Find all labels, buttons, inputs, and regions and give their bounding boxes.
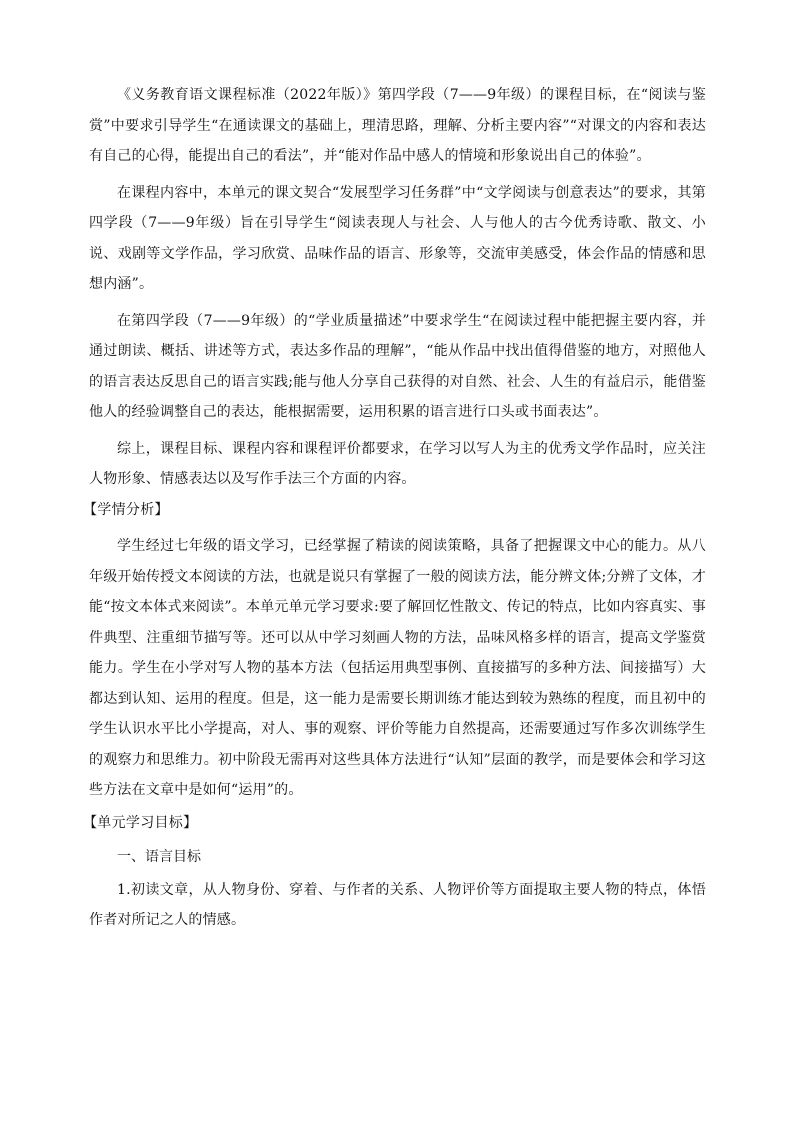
- heading-learning-analysis: 【学情分析】: [83, 501, 169, 518]
- paragraph-quality-description: 在第四学段（7——9年级）的“学业质量描述”中要求学生“在阅读过程中能把握主要内容，并通过朗读、概括、讲述等方式，表达多作品的理解”，“能从作品中找出值得借鉴的地方，对照他人的语言表达反思自己的语言实践;能与他人分享自己获得的对自然、社会、人生的有益启示，能借鉴他人的经验调整自己的表达，能根据需要，运用积累的语言进行口头或书面表达”。: [89, 312, 706, 420]
- document-page: [83, 80, 706, 936]
- paragraph-curriculum-content: 在课程内容中，本单元的课文契合“发展型学习任务群”中“文学阅读与创意表达”的要求，其第四学段（7——9年级）旨在引导学生“阅读表现人与社会、人与他人的古今优秀诗歌、散文、小说、戏剧等文学作品，学习欣赏、品味作品的语言、形象等，交流审美感受，体会作品的情感和思想内涵”。: [89, 184, 706, 292]
- paragraph-summary: 综上，课程目标、课程内容和课程评价都要求，在学习以写人为主的优秀文学作品时，应关注人物形象、情感表达以及写作手法三个方面的内容。: [89, 440, 706, 487]
- heading-unit-goals: 【单元学习目标】: [83, 814, 198, 831]
- goal-item-1: 1.初读文章，从人物身份、穿着、与作者的关系、人物评价等方面提取主要人物的特点，体悟作者对所记之人的情感。: [89, 881, 706, 928]
- heading-language-goals: 一、语言目标: [117, 849, 201, 865]
- paragraph-curriculum-goals: 《义务教育语文课程标准（2022年版）》第四学段（7——9年级）的课程目标，在“阅读与鉴赏”中要求引导学生“在通读课文的基础上，理清思路，理解、分析主要内容”“对课文的内容和表达有自己的心得，能提出自己的看法”，并“能对作品中感人的情境和形象说出自己的体验”。: [89, 87, 706, 164]
- paragraph-learning-analysis: 学生经过七年级的语文学习，已经掌握了精读的阅读策略，具备了把握课文中心的能力。从八年级开始传授文本阅读的方法，也就是说只有掌握了一般的阅读方法，能分辨文体;分辨了文体，才能“按文本体式来阅读”。本单元单元学习要求:要了解回忆性散文、传记的特点，比如内容真实、事件典型、注重细节描写等。还可以从中学习刻画人物的方法，品味风格多样的语言，提高文学鉴赏能力。学生在小学对写人物的基本方法（包括运用典型事例、直接描写的多种方法、间接描写）大都达到认知、运用的程度。但是，这一能力是需要长期训练才能达到较为熟练的程度，而且初中的学生认识水平比小学提高，对人、事的观察、评价等能力自然提高，还需要通过写作多次训练学生的观察力和思维力。初中阶段无需再对这些具体方法进行“认知”层面的教学，而是要体会和学习这些方法在文章中是如何“运用”的。: [89, 538, 706, 798]
